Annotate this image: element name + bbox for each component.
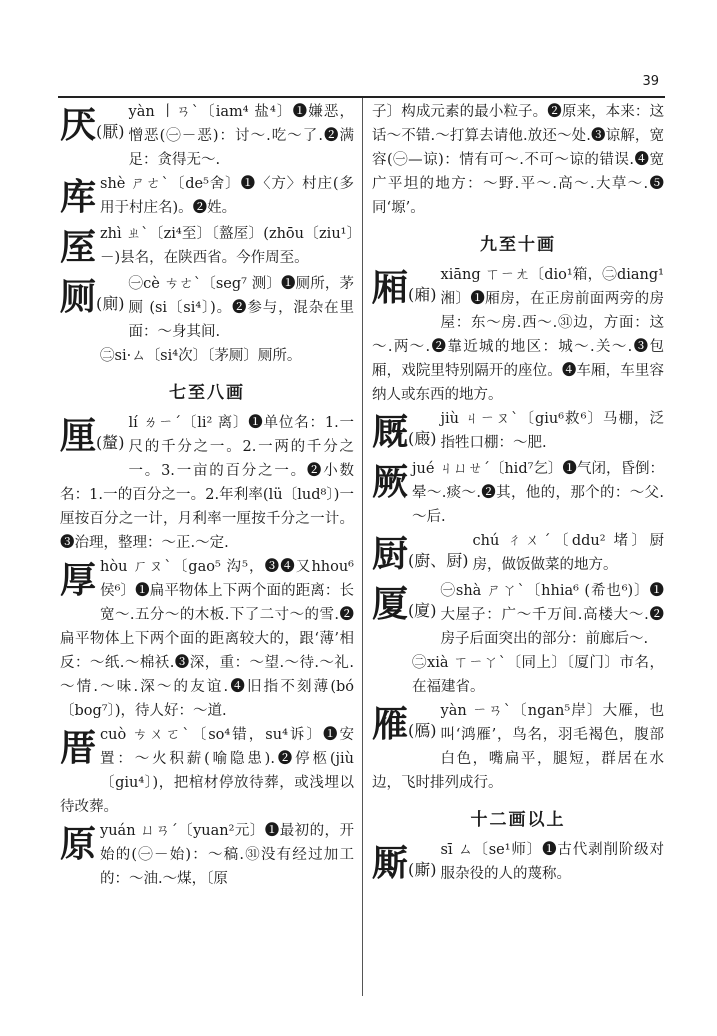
- entry-text: yàn 丨ㄢˋ〔iam⁴ 盐⁴〕❶嫌恶，憎恶(㊀－恶)：讨～.吃～了.❷满足：贪得无～.: [128, 104, 354, 168]
- entry-text: lí ㄌㄧˊ〔li² 离〕❶单位名：1.一尺的千分之一。2.一两的千分之一。3.一亩的百分之一。❷小数名：1.一的百分之一。2.年利率(lü〔lud⁸〕)一厘按百分之一计，月利率一厘按千分之一计。❸治理，整理：～正.～定.: [60, 415, 354, 551]
- variant-form: (廁): [96, 294, 125, 313]
- headword: 厥: [372, 461, 409, 503]
- variant-form: (厭): [96, 122, 125, 141]
- entry-text: sī ㄙ〔se¹师〕❶古代剥削阶级对服杂役的人的蔑称。: [440, 842, 664, 882]
- headword: 厦: [372, 583, 409, 625]
- entry-yan: [60, 100, 354, 172]
- column-divider: [362, 98, 363, 996]
- entry-yan-goose: [372, 699, 664, 795]
- entry-yuan: [60, 819, 354, 891]
- entry-text: ㊀shà ㄕㄚˋ〔hhia⁶ (希也⁶)〕❶大屋子：广～千万间.高楼大～.❷房子后面突出的部分：前廊后～.: [440, 583, 664, 647]
- section-heading: 七至八画: [169, 383, 245, 403]
- headword: 厨: [372, 533, 409, 575]
- entry-zhi: [60, 222, 354, 272]
- headword: 厔: [60, 226, 97, 268]
- headword: 厩: [372, 411, 409, 453]
- entry-text: cuò ㄘㄨㄛˋ〔so⁴错，su⁴诉〕❶安置：～火积薪(喻隐患).❷停柩(jiù〔giu⁴〕)，把棺材停放待葬，或浅埋以待改葬。: [60, 727, 354, 815]
- headword: 原: [60, 823, 97, 865]
- headword: 厘: [60, 415, 97, 457]
- entry-sha: [372, 579, 664, 651]
- entry-text: shè ㄕㄜˋ〔de⁵舍〕❶〈方〉村庄(多用于村庄名)。❷姓。: [100, 176, 354, 216]
- headword: 厝: [60, 727, 97, 769]
- page-number: 39: [642, 74, 659, 89]
- headword: 厚: [60, 559, 97, 601]
- section-heading: 十二画以上: [470, 810, 566, 830]
- section-heading: 九至十画: [480, 235, 556, 255]
- variant-form: (釐): [96, 433, 125, 452]
- entry-text: xiāng ㄒㄧㄤ〔dio¹箱，㊁diang¹湘〕❶厢房，在正房前面两旁的房屋：东～房.西～.㉛边，方面：这～.两～.❷靠近城的地区：城～.关～.❸包厢，戏院里特别隔开的座位。❹车厢，车里容纳人或东西的地方。: [372, 267, 664, 403]
- entry-text: jué ㄐㄩㄝˊ〔hid⁷乞〕❶气闭，昏倒：晕～.痰～.❷其，他的，那个的：～父.～后.: [412, 461, 664, 525]
- entry-text: hòu ㄏㄡˋ〔gao⁵ 沟⁵，❸❹又hhou⁶侯⁶〕❶扁平物体上下两个面的距离：长宽～.五分～的木板.下了二寸～的雪.❷扁平物体上下两个面的距离较大的，跟‘薄’相反：～纸.～棉袄.❸深，重：～望.～待.～礼.～情.～味.深～的友谊.❹旧指不刻薄(bó〔bog⁷〕)，待人好：～道.: [60, 559, 354, 719]
- entry-text: yuán ㄩㄢˊ〔yuan²元〕❶最初的，开始的(㊀－始)：～稿.㉛没有经过加工的：～油.～煤，〔原: [100, 823, 354, 887]
- entry-xia-second-reading: ㊁xià ㄒㄧㄚˋ〔同上〕〔厦门〕市名，在福建省。: [412, 655, 664, 695]
- headword: 厢: [372, 267, 409, 309]
- entry-text: yàn ㄧㄢˋ〔ngan⁵岸〕大雁，也叫‘鸿雁’，鸟名，羽毛褐色，腹部白色，嘴扁平，腿短，群居在水边，飞时排列成行。: [372, 703, 664, 791]
- entry-si: [372, 838, 664, 888]
- headword: 雁: [372, 703, 409, 745]
- entry-text: zhì ㄓˋ〔zi⁴至〕〔盩厔〕(zhōu〔ziu¹〕－)县名，在陕西省。今作周至。: [100, 226, 354, 266]
- headword: 厮: [372, 842, 409, 884]
- left-column: [60, 100, 354, 891]
- entry-hou: [60, 555, 354, 723]
- variant-form: (廂): [408, 285, 437, 304]
- headword: 厌: [60, 104, 97, 146]
- right-column: [372, 100, 664, 888]
- variant-form: (廝): [408, 860, 437, 879]
- entry-text: jiù ㄐㄧㄡˋ〔giu⁶救⁶〕马棚，泛指牲口棚：～肥.: [440, 411, 664, 451]
- entry-jiu: [372, 407, 664, 457]
- variant-form: (廈): [408, 601, 437, 620]
- variant-form: (鴈): [408, 721, 437, 740]
- entry-cuo: [60, 723, 354, 819]
- entry-li: [60, 411, 354, 555]
- entry-jue: [372, 457, 664, 529]
- entry-ce-second-reading: ㊁si·ㄙ〔si⁴次〕〔茅厕〕厕所。: [100, 348, 302, 364]
- headword: 厕: [60, 276, 97, 318]
- variant-form: (廄): [408, 429, 437, 448]
- headword: 库: [60, 176, 97, 218]
- entry-yuan-continuation: 子〕构成元素的最小粒子。❷原来，本来：这话～不错.～打算去请他.放还～处.❸谅解，宽容(㊀—谅)：情有可～.不可～谅的错误.❹宽广平坦的地方：～野.平～.高～.大草～.❺同‘塬’。: [372, 104, 664, 216]
- entry-she: [60, 172, 354, 222]
- entry-xiang: [372, 263, 664, 407]
- variant-form: (廚、厨): [408, 551, 469, 570]
- entry-text: ㊀cè ㄘㄜˋ〔seg⁷ 测〕❶厕所，茅厕 (si〔si⁴〕)。❷参与，混杂在里面：～身其间.: [128, 276, 354, 340]
- entry-text: chú ㄔㄨˊ〔ddu² 堵〕厨房，做饭做菜的地方。: [472, 533, 664, 573]
- entry-ce: [60, 272, 354, 344]
- entry-chu: [372, 529, 664, 579]
